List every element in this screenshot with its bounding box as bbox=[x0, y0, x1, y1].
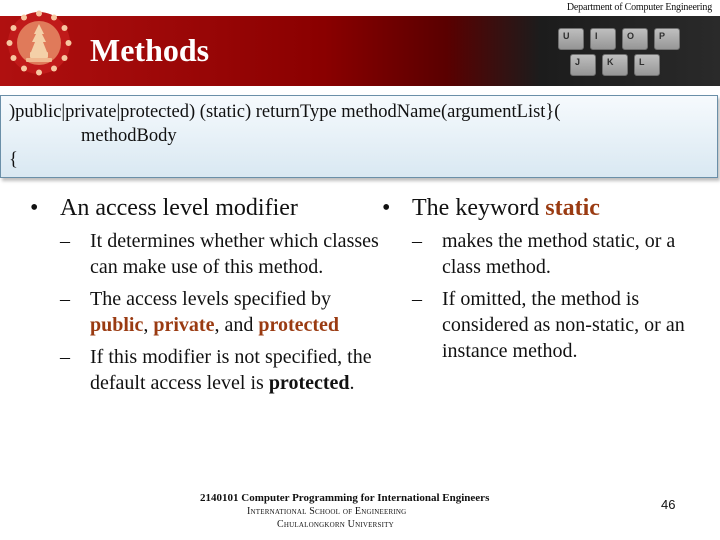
subpoint-determines-text: It determines whether which classes can make use of this method. bbox=[90, 230, 379, 278]
separator-and: , and bbox=[214, 314, 259, 336]
signature-line-3: { bbox=[9, 150, 18, 170]
signature-line-1: )public|private|protected) (static) returnType methodName(argumentList}( bbox=[9, 102, 561, 122]
keyword-protected-default: protected bbox=[268, 372, 350, 394]
signature-line-2: methodBody bbox=[81, 126, 177, 146]
key-o: O bbox=[622, 28, 648, 50]
period: . bbox=[349, 372, 355, 394]
bullet-access-modifier bbox=[30, 192, 380, 224]
left-column bbox=[30, 192, 380, 396]
dash-icon: – bbox=[412, 288, 422, 310]
footer-course-title: 2140101 Computer Programming for International Engineers bbox=[200, 492, 490, 504]
access-modifier-subpoints bbox=[30, 228, 380, 396]
subpoint-determines bbox=[30, 228, 380, 280]
right-column bbox=[382, 192, 702, 364]
footer-course-info bbox=[200, 492, 520, 531]
keyboard-image bbox=[500, 16, 720, 86]
keyword-protected: protected bbox=[258, 314, 340, 336]
bullet-static-text: The keyword bbox=[412, 195, 546, 221]
separator-comma: , bbox=[143, 314, 154, 336]
footer-school: International School of Engineering bbox=[247, 506, 407, 517]
bullet-dot-icon: • bbox=[382, 195, 391, 221]
subpoint-access-levels-text: The access levels specified by bbox=[90, 288, 332, 310]
slide-header bbox=[0, 0, 720, 86]
bullet-access-modifier-text: An access level modifier bbox=[60, 195, 298, 221]
dash-icon: – bbox=[60, 230, 70, 252]
bullet-dot-icon: • bbox=[30, 195, 39, 221]
subpoint-default-access bbox=[30, 344, 380, 396]
dash-icon: – bbox=[60, 288, 70, 310]
subpoint-if-omitted-text: If omitted, the method is considered as non-static, or an instance method. bbox=[442, 288, 685, 362]
key-i: I bbox=[590, 28, 616, 50]
method-signature-box bbox=[0, 95, 718, 178]
keyword-private: private bbox=[153, 314, 215, 336]
keyword-public: public bbox=[90, 314, 144, 336]
keyword-static: static bbox=[545, 195, 600, 221]
key-p: P bbox=[654, 28, 680, 50]
page-number: 46 bbox=[661, 497, 676, 512]
key-u: U bbox=[558, 28, 584, 50]
static-subpoints bbox=[382, 228, 702, 364]
university-logo-icon bbox=[6, 10, 72, 76]
key-j: J bbox=[570, 54, 596, 76]
footer-university: Chulalongkorn University bbox=[277, 519, 394, 530]
subpoint-makes-static-text: makes the method static, or a class method. bbox=[442, 230, 676, 278]
subpoint-if-omitted bbox=[382, 286, 702, 364]
subpoint-access-levels bbox=[30, 286, 380, 338]
department-strip bbox=[0, 0, 720, 16]
subpoint-makes-static bbox=[382, 228, 702, 280]
bullet-static-keyword bbox=[382, 192, 702, 224]
key-k: K bbox=[602, 54, 628, 76]
department-label: Department of Computer Engineering bbox=[566, 2, 712, 13]
slide-title: Methods bbox=[90, 32, 210, 68]
dash-icon: – bbox=[60, 346, 70, 368]
subpoint-default-access-text: If this modifier is not specified, the default access level is bbox=[90, 346, 372, 394]
dash-icon: – bbox=[412, 230, 422, 252]
key-l: L bbox=[634, 54, 660, 76]
